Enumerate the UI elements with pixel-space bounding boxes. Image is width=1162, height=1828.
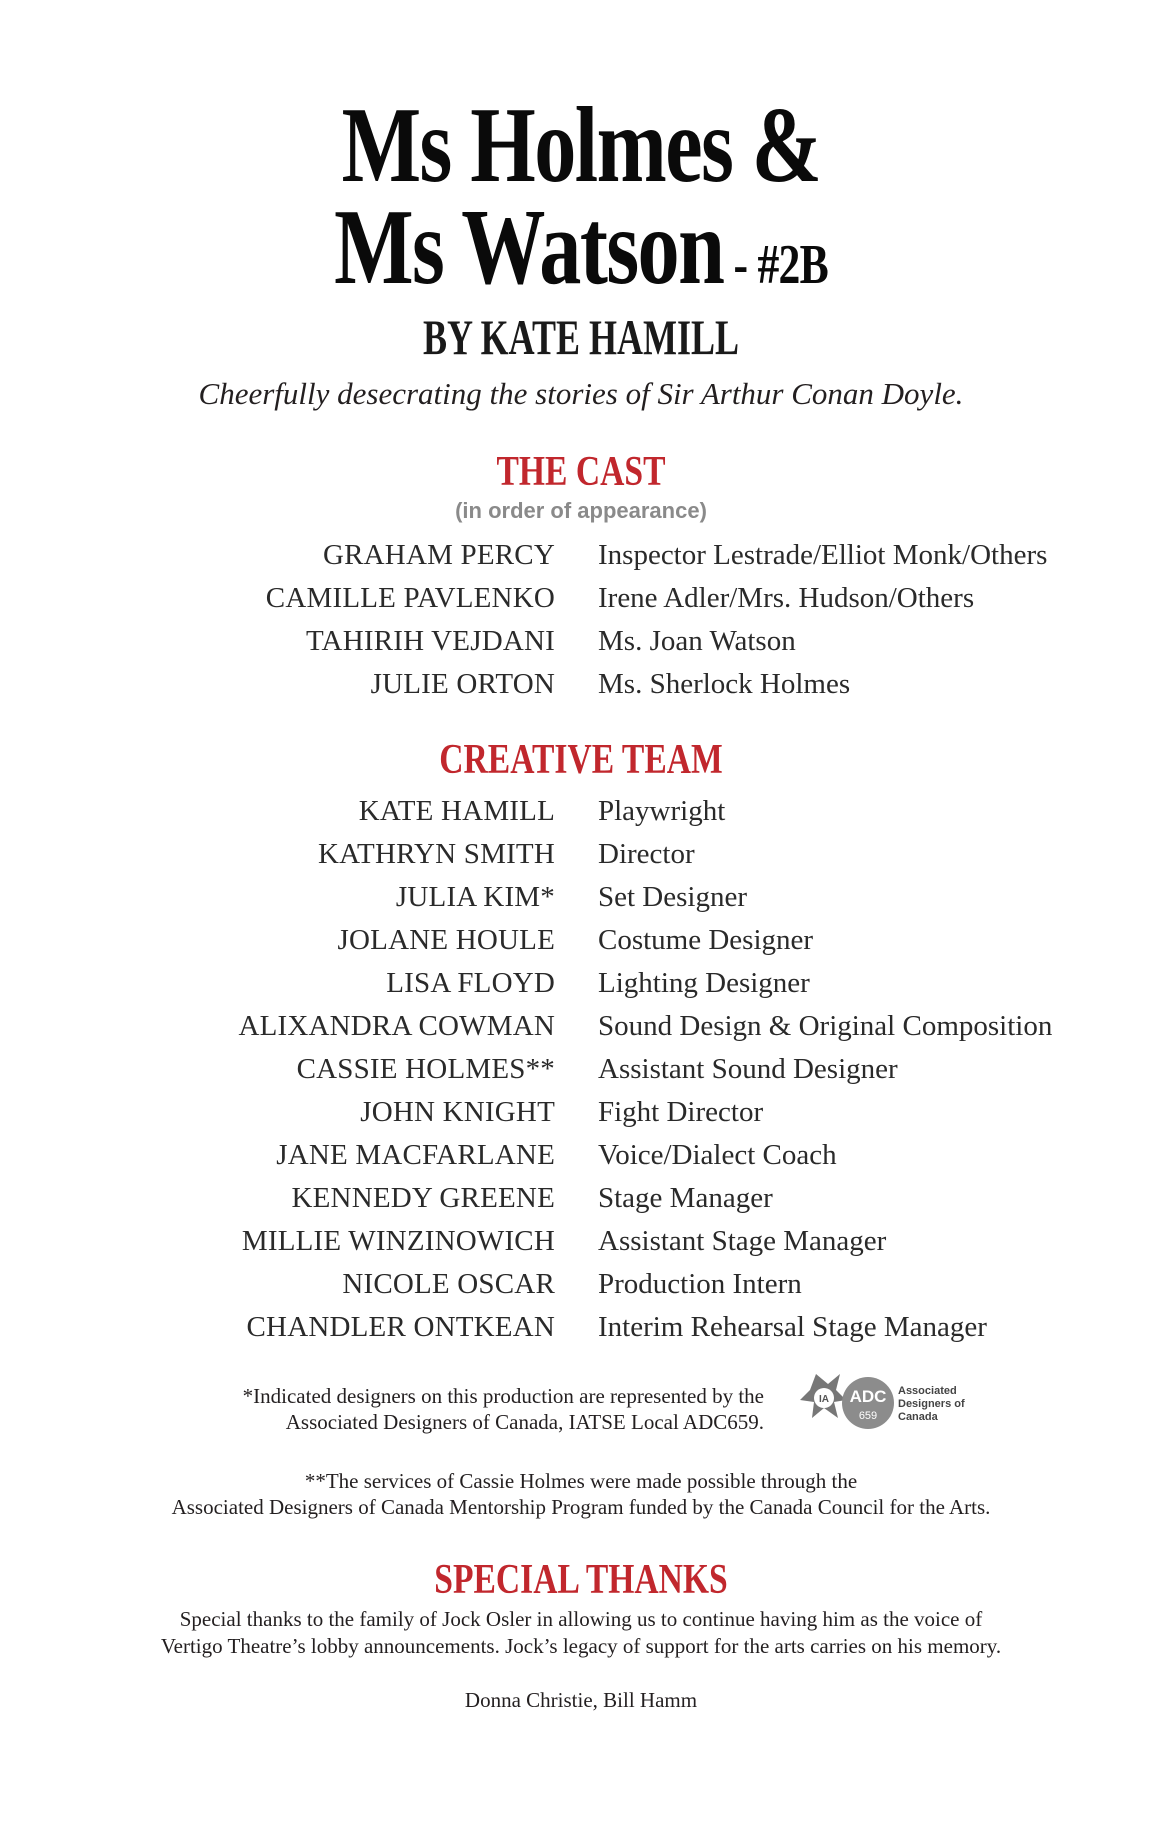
- mentorship-note-line1: **The services of Cassie Holmes were made possible through the: [304, 1469, 858, 1493]
- credit-row: [0, 919, 1162, 962]
- cast-heading: THE CAST: [496, 449, 666, 495]
- credit-role: Ms. Sherlock Holmes: [598, 668, 851, 700]
- credit-role: Stage Manager: [598, 1182, 773, 1214]
- credit-row: [0, 1134, 1162, 1177]
- play-title-line2: [128, 188, 1034, 325]
- credit-role: Production Intern: [598, 1268, 802, 1300]
- byline: BY KATE HAMILL: [422, 309, 740, 365]
- credit-row: [0, 534, 1162, 577]
- credit-row: [0, 962, 1162, 1005]
- credit-name: LISA FLOYD: [386, 967, 555, 999]
- creative-heading: CREATIVE TEAM: [439, 737, 723, 783]
- credit-name: KENNEDY GREENE: [291, 1182, 555, 1214]
- credit-row: [0, 790, 1162, 833]
- credit-name: CHANDLER ONTKEAN: [246, 1311, 555, 1343]
- creative-list: [0, 790, 1162, 1349]
- credit-name: JOHN KNIGHT: [360, 1096, 555, 1128]
- special-thanks-text: [0, 1606, 1162, 1660]
- credit-role: Sound Design & Original Composition: [598, 1010, 1053, 1042]
- play-title-main: Ms Watson: [334, 188, 724, 307]
- adc-label-line1: Associated: [898, 1385, 957, 1397]
- designers-note-line1: *Indicated designers on this production are represented by the: [242, 1384, 764, 1408]
- credit-role: Interim Rehearsal Stage Manager: [598, 1311, 987, 1343]
- adc-badge-number: 659: [858, 1410, 878, 1422]
- credit-role: Set Designer: [598, 881, 747, 913]
- credit-name: JANE MACFARLANE: [276, 1139, 555, 1171]
- special-thanks-line2: Vertigo Theatre’s lobby announcements. Jock’s legacy of support for the arts carries on his memory.: [160, 1634, 1002, 1658]
- credit-row: [0, 1005, 1162, 1048]
- designers-note-line2: Associated Designers of Canada, IATSE Local ADC659.: [285, 1410, 764, 1434]
- adc-badge-text: ADC: [849, 1387, 887, 1406]
- cast-subheading: (in order of appearance): [455, 498, 707, 523]
- special-thanks-heading: SPECIAL THANKS: [434, 1557, 728, 1603]
- credit-row: [0, 1177, 1162, 1220]
- credit-name: JOLANE HOULE: [337, 924, 555, 956]
- credit-name: ALIXANDRA COWMAN: [238, 1010, 555, 1042]
- credit-row: [0, 876, 1162, 919]
- play-title-suffix: - #2B: [723, 234, 828, 296]
- special-thanks-line1: Special thanks to the family of Jock Osler in allowing us to continue having him as the voice of: [179, 1607, 983, 1631]
- mentorship-note: [0, 1468, 1162, 1520]
- credit-row: [0, 1306, 1162, 1349]
- credit-role: Irene Adler/Mrs. Hudson/Others: [598, 582, 975, 614]
- special-thanks-names: Donna Christie, Bill Hamm: [464, 1688, 698, 1712]
- mentorship-note-line2: Associated Designers of Canada Mentorship Program funded by the Canada Council for the Arts.: [171, 1495, 991, 1519]
- credit-name: NICOLE OSCAR: [342, 1268, 555, 1300]
- credit-name: GRAHAM PERCY: [322, 539, 555, 571]
- credit-row: [0, 1091, 1162, 1134]
- play-title-line1: Ms Holmes &: [341, 86, 821, 205]
- tagline: Cheerfully desecrating the stories of Sir Arthur Conan Doyle.: [198, 376, 964, 411]
- designers-note: [243, 1383, 764, 1435]
- credit-name: TAHIRIH VEJDANI: [305, 625, 555, 657]
- credit-row: [0, 620, 1162, 663]
- credit-name: KATE HAMILL: [358, 795, 555, 827]
- adc-label-line3: Canada: [898, 1411, 938, 1423]
- credit-role: Ms. Joan Watson: [598, 625, 796, 657]
- credit-role: Lighting Designer: [598, 967, 810, 999]
- credit-name: JULIA KIM*: [395, 881, 555, 913]
- credit-role: Playwright: [598, 795, 726, 827]
- cast-list: [0, 534, 1162, 706]
- credit-row: [0, 1048, 1162, 1091]
- iatse-label: IA: [819, 1394, 829, 1405]
- iatse-emblem-icon: [800, 1374, 846, 1418]
- credit-role: Costume Designer: [598, 924, 814, 956]
- credit-role: Director: [598, 838, 695, 870]
- credit-role: Voice/Dialect Coach: [598, 1139, 837, 1171]
- credit-row: [0, 577, 1162, 620]
- credit-name: CAMILLE PAVLENKO: [265, 582, 555, 614]
- credit-name: JULIE ORTON: [370, 668, 555, 700]
- credit-role: Fight Director: [598, 1096, 764, 1128]
- credit-row: [0, 1263, 1162, 1306]
- credit-role: Assistant Stage Manager: [598, 1225, 887, 1257]
- credit-row: [0, 833, 1162, 876]
- credit-name: CASSIE HOLMES**: [296, 1053, 555, 1085]
- credit-row: [0, 1220, 1162, 1263]
- credit-role: Assistant Sound Designer: [598, 1053, 898, 1085]
- credit-role: Inspector Lestrade/Elliot Monk/Others: [598, 539, 1048, 571]
- credit-name: MILLIE WINZINOWICH: [241, 1225, 555, 1257]
- credit-name: KATHRYN SMITH: [317, 838, 555, 870]
- adc-label-line2: Designers of: [898, 1398, 965, 1410]
- adc-logo: [788, 1370, 968, 1436]
- credit-row: [0, 663, 1162, 706]
